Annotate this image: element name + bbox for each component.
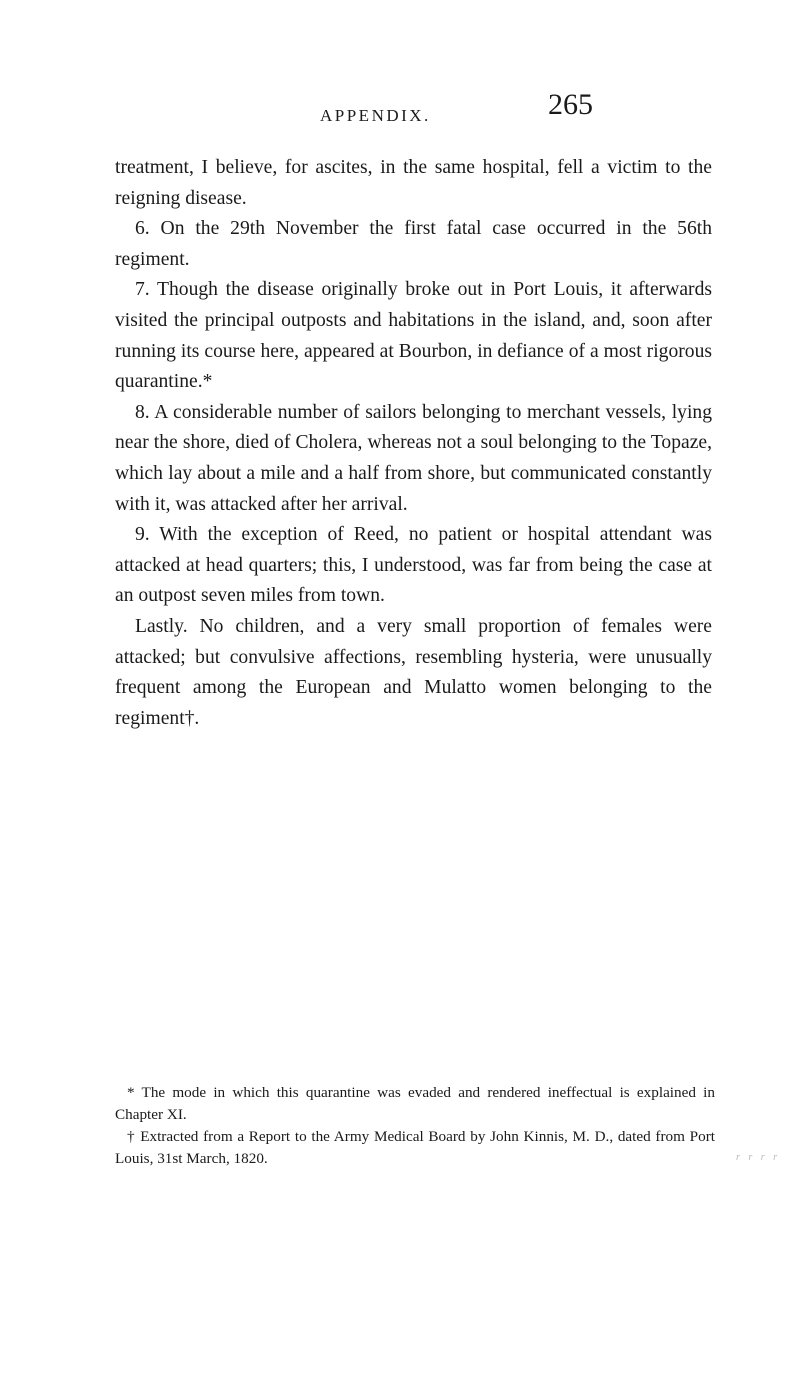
footnote-asterisk: * The mode in which this quarantine was evaded and rendered ineffectual is explained in Chapter XI. [115, 1084, 715, 1123]
footnote-dagger: † Extracted from a Report to the Army Medical Board by John Kinnis, M. D., dated from Port Louis, 31st March, 1820. [115, 1128, 715, 1167]
paragraph-lastly: Lastly. No children, and a very small proportion of females were attacked; but convulsive affections, resembling hysteria, were unusually frequent among the European and Mulatto women belonging to the regiment†. [115, 615, 712, 729]
paragraph-7: 7. Though the disease originally broke out in Port Louis, it afterwards visited the principal outposts and habitations in the island, and, soon after running its course here, appeared at Bourbon, in defiance of a most rigorous quarantine.* [115, 279, 712, 393]
body-text [115, 153, 712, 734]
page-number: 265 [548, 88, 593, 121]
page-header [110, 88, 730, 138]
faint-marks: r r r r [736, 1152, 781, 1163]
running-head: APPENDIX. [320, 106, 431, 125]
paragraph-continued: treatment, I believe, for ascites, in the same hospital, fell a victim to the reigning disease. [115, 157, 712, 209]
paragraph-6: 6. On the 29th November the first fatal case occurred in the 56th regiment. [115, 218, 712, 270]
paragraph-9: 9. With the exception of Reed, no patient or hospital attendant was attacked at head quarters; this, I understood, was far from being the case at an outpost seven miles from town. [115, 524, 712, 607]
paragraph-8: 8. A considerable number of sailors belonging to merchant vessels, lying near the shore, died of Cholera, whereas not a soul belonging to the Topaze, which lay about a mile and a half from shore, but communicated constantly with it, was attacked after her arrival. [115, 401, 712, 515]
footnotes [115, 1082, 715, 1170]
